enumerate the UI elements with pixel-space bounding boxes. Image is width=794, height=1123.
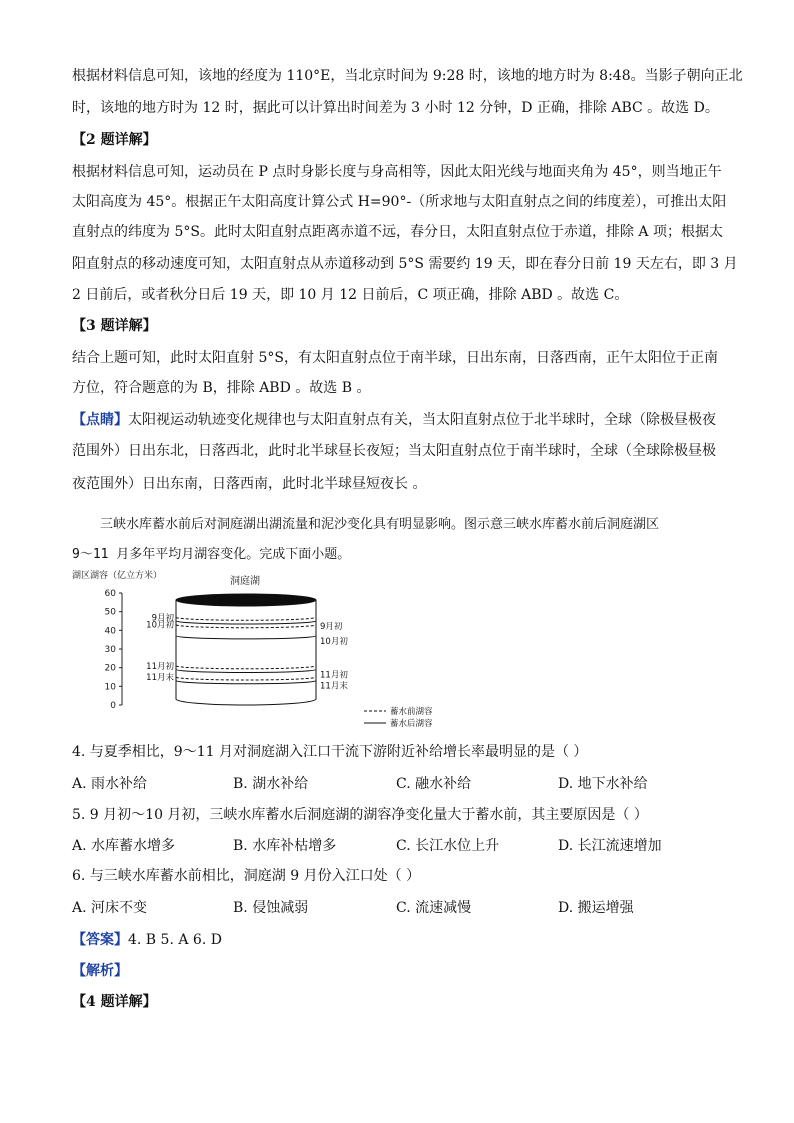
q6-option-a: A. 河床不变 — [72, 900, 148, 916]
intro-line: 9～11 月多年平均月湖容变化。完成下面小题。 — [72, 547, 351, 562]
section-heading-q4: 【4 题详解】 — [72, 994, 157, 1010]
y-tick-label: 30 — [104, 645, 116, 655]
after-level-line — [176, 681, 316, 684]
cylinder-top — [176, 594, 316, 606]
paragraph-line: 方位，符合题意的为 B，排除 ABD 。故选 B 。 — [72, 380, 371, 396]
lake-capacity-chart — [68, 566, 468, 736]
question-5-stem: 5. 9 月初～10 月初，三峡水库蓄水后洞庭湖的湖容净变化量大于蓄水前，其主要原因是（ ） — [72, 807, 648, 823]
after-level-label: 9月初 — [320, 622, 343, 632]
before-level-line — [176, 625, 316, 628]
lake-cylinder — [176, 594, 316, 705]
before-level-line — [176, 666, 316, 669]
q5-option-a: A. 水库蓄水增多 — [72, 838, 176, 854]
paragraph-line: 直射点的纬度为 5°S。此时太阳直射点距离赤道不远，春分日，太阳直射点位于赤道，排除 A 项；根据太 — [72, 224, 723, 240]
q4-option-a: A. 雨水补给 — [72, 776, 148, 792]
q4-option-b: B. 湖水补给 — [233, 776, 309, 792]
paragraph-line: 结合上题可知，此时太阳直射 5°S，有太阳直射点位于南半球，日出东南，日落西南，正午太阳位于正南 — [72, 350, 718, 366]
section-heading-q2: 【2 题详解】 — [72, 132, 157, 148]
tip-line — [72, 410, 716, 430]
question-4-stem: 4. 与夏季相比，9～11 月对洞庭湖入江口干流下游附近补给增长率最明显的是（ ） — [72, 744, 588, 760]
after-level-line — [176, 670, 316, 673]
y-tick-label: 50 — [104, 607, 116, 618]
legend-after-label: 蓄水后湖容 — [390, 719, 433, 729]
cylinder-bottom — [176, 699, 316, 705]
before-level-line — [176, 677, 316, 680]
y-tick-label: 40 — [104, 626, 116, 637]
after-level-line — [176, 621, 316, 624]
after-level-label: 11月初 — [320, 670, 348, 681]
y-tick-label: 20 — [104, 663, 116, 674]
chart-title: 洞庭湖 — [230, 576, 260, 587]
intro-line: 三峡水库蓄水前后对洞庭湖出湖流量和泥沙变化具有明显影响。图示意三峡水库蓄水前后洞庭湖区 — [100, 517, 660, 532]
before-level-label: 11月初 — [146, 661, 174, 672]
paragraph-line: 根据材料信息可知，该地的经度为 110°E，当北京时间为 9:28 时，该地的地方时为 8:48。当影子朝向正北 — [72, 68, 743, 84]
tip-label: 【点睛】 — [72, 412, 128, 428]
section-heading-q3: 【3 题详解】 — [72, 318, 157, 334]
paragraph-line: 时，该地的地方时为 12 时，据此可以计算出时间差为 3 小时 12 分钟，D 正确，排除 ABC 。故选 D。 — [72, 100, 719, 116]
paragraph-line: 2 日前后，或者秋分日后 19 天，即 10 月 12 日前后，C 项正确，排除 ABD 。故选 C。 — [72, 287, 629, 303]
y-axis — [105, 589, 122, 711]
tip-line: 范围外）日出东北，日落西北，此时北半球昼长夜短；当太阳直射点位于南半球时，全球（全球除极昼极 — [72, 443, 716, 459]
y-tick-label: 10 — [104, 682, 116, 693]
before-level-line — [176, 617, 316, 620]
answer-label: 【答案】 — [72, 932, 128, 948]
q6-option-d: D. 搬运增强 — [558, 900, 634, 916]
before-level-label: 9月初 — [151, 613, 174, 624]
after-level-label: 10月初 — [320, 636, 348, 647]
answer-line — [72, 930, 222, 950]
q4-option-d: D. 地下水补给 — [558, 776, 648, 792]
before-level-label: 11月末 — [146, 673, 174, 683]
before-level-label: 10月初 — [146, 620, 174, 631]
q5-option-b: B. 水库补枯增多 — [233, 838, 337, 854]
after-level-label: 11月末 — [320, 681, 348, 692]
paragraph-line: 根据材料信息可知，运动员在 P 点时身影长度与身高相等，因此太阳光线与地面夹角为 45°，则当地正午 — [72, 164, 722, 180]
question-6-stem: 6. 与三峡水库蓄水前相比，洞庭湖 9 月份入江口处（ ） — [72, 868, 421, 884]
tip-text: 太阳视运动轨迹变化规律也与太阳直射点有关，当太阳直射点位于北半球时，全球（除极昼极夜 — [128, 412, 716, 428]
q5-option-d: D. 长江流速增加 — [558, 838, 662, 854]
paragraph-line: 阳直射点的移动速度可知，太阳直射点从赤道移动到 5°S 需要约 19 天，即在春分日前 19 天左右，即 3 月 — [72, 256, 738, 272]
paragraph-line: 太阳高度为 45°。根据正午太阳高度计算公式 H=90°-（所求地与太阳直射点之间的纬度差），可推出太阳 — [72, 194, 727, 210]
chart-legend — [364, 706, 433, 729]
chart-ylabel: 湖区湖容（亿立方米） — [72, 571, 163, 581]
q4-option-c: C. 融水补给 — [396, 776, 472, 792]
q6-option-b: B. 侵蚀减弱 — [233, 900, 309, 916]
after-level-line — [176, 636, 316, 639]
answer-text: 4. B 5. A 6. D — [128, 932, 222, 948]
y-tick-label: 60 — [104, 589, 116, 599]
analysis-heading: 【解析】 — [72, 963, 128, 979]
q5-option-c: C. 长江水位上升 — [396, 838, 500, 854]
legend-before-label: 蓄水前湖容 — [390, 707, 433, 717]
q6-option-c: C. 流速减慢 — [396, 900, 472, 916]
y-tick-label: 0 — [110, 701, 116, 711]
tip-line: 夜范围外）日出东南，日落西南，此时北半球昼短夜长 。 — [72, 476, 427, 492]
